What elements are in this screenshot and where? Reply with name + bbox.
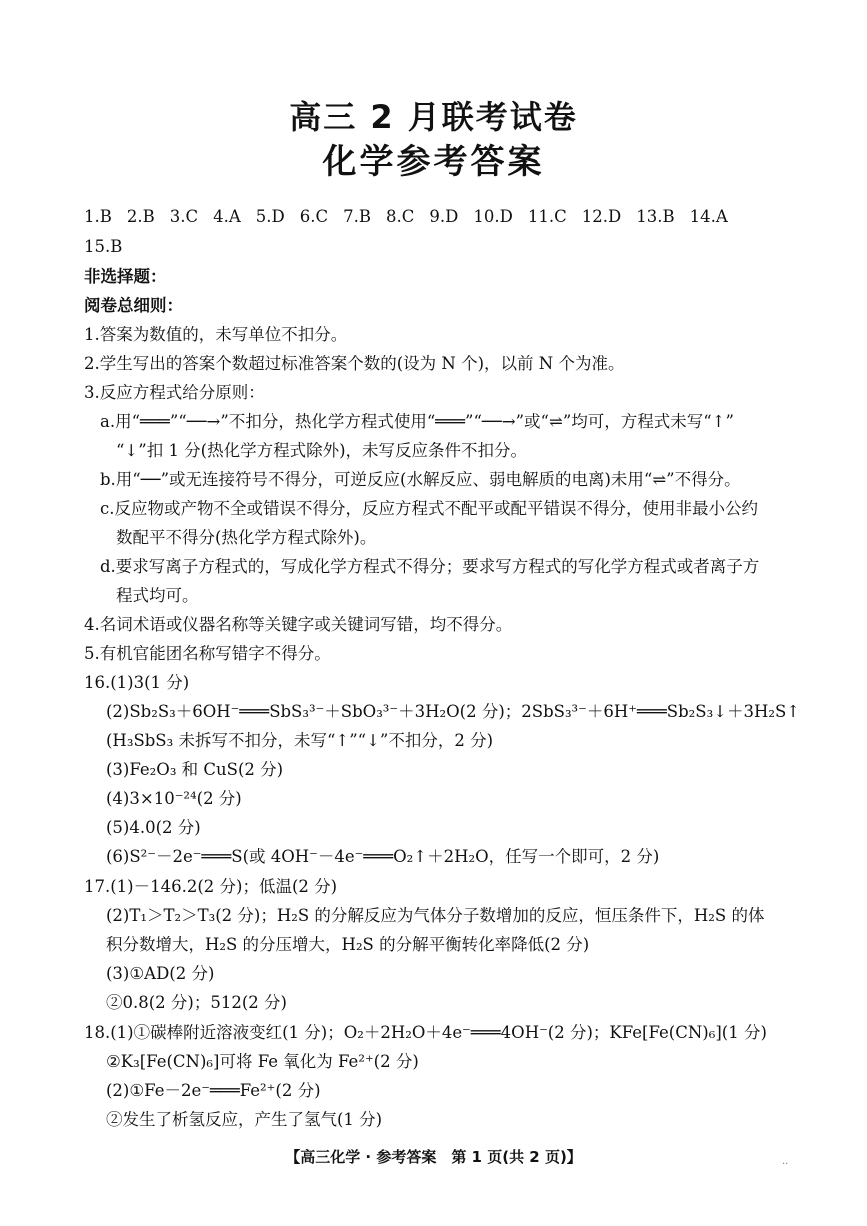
rule-3: 3.反应方程式给分原则：	[84, 383, 265, 402]
q16-line-6: (5)4.0(2 分)	[106, 818, 201, 837]
page-footer: 【高三化学 · 参考答案 第 1 页(共 2 页)】	[285, 1148, 582, 1166]
answer-14: 14.A	[689, 207, 728, 226]
q17-line-2: (2)T₁＞T₂＞T₃(2 分)；H₂S 的分解反应为气体分子数增加的反应，恒压条件下，H₂S 的体	[106, 906, 765, 925]
q16-line-1: 16.(1)3(1 分)	[84, 673, 190, 692]
q16-line-3: (H₃SbS₃ 未拆写不扣分，未写“↑”“↓”不扣分，2 分)	[106, 731, 494, 750]
answer-12: 12.D	[581, 207, 622, 226]
rule-4: 4.名词术语或仪器名称等关键字或关键词写错，均不得分。	[84, 615, 513, 634]
q16-line-7: (6)S²⁻－2e⁻═══S(或 4OH⁻－4e⁻═══O₂↑＋2H₂O，任写一个即可，2 分)	[106, 847, 660, 866]
q16-line-4: (3)Fe₂O₃ 和 CuS(2 分)	[106, 760, 284, 779]
rule-3c-line2: 数配平不得分(热化学方程式除外)。	[116, 528, 377, 547]
choice-answers-row	[84, 206, 728, 228]
q18-line-3: (2)①Fe－2e⁻═══Fe²⁺(2 分)	[106, 1081, 321, 1100]
answer-5: 5.D	[255, 207, 285, 226]
answer-4: 4.A	[213, 207, 241, 226]
rule-3d-line1: d.要求写离子方程式的，写成化学方程式不得分；要求写方程式的写化学方程式或者离子方	[100, 557, 760, 576]
corner-mark: ..	[782, 1156, 789, 1167]
q17-line-4: (3)①AD(2 分)	[106, 964, 215, 983]
answer-11: 11.C	[527, 207, 567, 226]
q18-line-4: ②发生了析氢反应，产生了氢气(1 分)	[106, 1110, 383, 1129]
answer-10: 10.D	[473, 207, 513, 226]
answer-13: 13.B	[636, 207, 675, 226]
rule-3a-line1: a.用“═══”“──→”不扣分，热化学方程式使用“═══”“──→”或“⇌”均可，方程式未写“↑”	[100, 412, 734, 431]
q16-line-2: (2)Sb₂S₃＋6OH⁻═══SbS₃³⁻＋SbO₃³⁻＋3H₂O(2 分)；2SbS₃³⁻＋6H⁺═══Sb₂S₃↓＋3H₂S↑	[106, 702, 801, 721]
answer-6: 6.C	[299, 207, 329, 226]
q17-line-5: ②0.8(2 分)；512(2 分)	[106, 993, 287, 1012]
answer-8: 8.C	[386, 207, 415, 226]
q16-line-5: (4)3×10⁻²⁴(2 分)	[106, 789, 242, 808]
page-subtitle: 化学参考答案	[322, 142, 545, 182]
answer-3: 3.C	[169, 207, 199, 226]
rule-3d-line2: 程式均可。	[116, 586, 199, 605]
rule-3b: b.用“──”或无连接符号不得分，可逆反应(水解反应、弱电解质的电离)未用“⇌”不得分。	[100, 470, 741, 489]
answer-9: 9.D	[429, 207, 459, 226]
q17-line-3: 积分数增大，H₂S 的分压增大，H₂S 的分解平衡转化率降低(2 分)	[106, 935, 590, 954]
rule-2: 2.学生写出的答案个数超过标准答案个数的(设为 N 个)，以前 N 个为准。	[84, 354, 625, 373]
answer-15: 15.B	[84, 237, 123, 256]
answer-2: 2.B	[126, 207, 155, 226]
rules-heading: 阅卷总细则：	[84, 296, 183, 315]
rule-1: 1.答案为数值的，未写单位不扣分。	[84, 325, 348, 344]
rule-3c-line1: c.反应物或产物不全或错误不得分，反应方程式不配平或配平错误不得分，使用非最小公约	[100, 499, 758, 518]
answer-1: 1.B	[84, 207, 112, 226]
answer-7: 7.B	[343, 207, 372, 226]
rule-5: 5.有机官能团名称写错字不得分。	[84, 644, 331, 663]
q18-line-1: 18.(1)①碳棒附近溶液变红(1 分)；O₂＋2H₂O＋4e⁻═══4OH⁻(2 分)；KFe[Fe(CN)₆](1 分)	[84, 1023, 767, 1042]
rule-3a-line2: “↓”扣 1 分(热化学方程式除外)，未写反应条件不扣分。	[116, 441, 528, 460]
nonchoice-heading: 非选择题：	[84, 267, 167, 286]
page-title: 高三 2 月联考试卷	[289, 98, 578, 136]
q17-line-1: 17.(1)－146.2(2 分)；低温(2 分)	[84, 877, 338, 896]
q18-line-2: ②K₃[Fe(CN)₆]可将 Fe 氧化为 Fe²⁺(2 分)	[106, 1052, 419, 1071]
